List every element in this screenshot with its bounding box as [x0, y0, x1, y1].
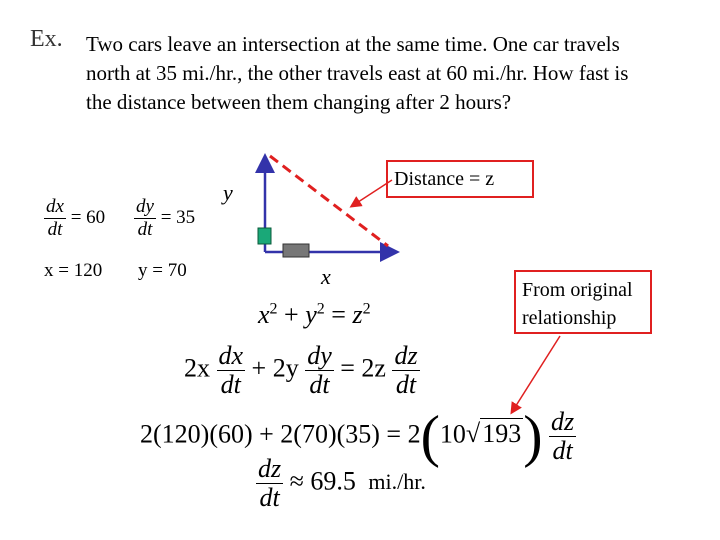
eq3-lhs: 2(120)(60) + 2(70)(35) = 2 [140, 419, 421, 449]
eq2-dt2: dt [309, 370, 330, 399]
result-units: mi./hr. [368, 469, 426, 495]
close-paren: ) [523, 403, 543, 469]
dxdt-denominator: dt [47, 219, 63, 240]
eq3-dt: dt [552, 436, 573, 465]
annotation-callout: From original relationship [514, 270, 652, 334]
eq2-dt1: dt [220, 370, 241, 399]
eq2-term3: = 2z [340, 353, 386, 383]
dxdt-value: = 60 [70, 206, 106, 228]
eq2-dx: dx [218, 341, 244, 370]
dydt-value: = 35 [160, 206, 196, 228]
x-label: x [321, 264, 331, 289]
distance-callout: Distance = z [386, 160, 534, 198]
given-x: x = 120 [44, 260, 103, 281]
eq1-exp-x: 2 [269, 300, 278, 318]
y-label: y [223, 180, 233, 205]
eq3-radicand: 193 [482, 419, 522, 449]
sqrt-symbol: √193 [465, 419, 522, 449]
eq2-term1: 2x [184, 353, 210, 383]
eq2-dz: dz [394, 341, 418, 370]
result-value: ≈ 69.5 [289, 466, 356, 496]
dydt-numerator: dy [136, 196, 154, 217]
pythagorean-equation [258, 300, 371, 330]
result-dz: dz [258, 454, 282, 483]
eq1-exp-z: 2 [362, 300, 371, 318]
derivative-equation [184, 342, 420, 399]
eq1-plus: + [284, 300, 299, 329]
eq1-z: z [352, 300, 363, 329]
eq1-exp-y: 2 [316, 300, 325, 318]
distance-line [270, 156, 388, 246]
eq1-y: y [305, 300, 317, 329]
open-paren: ( [420, 403, 440, 469]
car-east [283, 244, 309, 257]
eq2-term2: + 2y [251, 353, 299, 383]
eq3-coef: 10 [439, 419, 466, 449]
dydt-denominator: dt [137, 219, 153, 240]
example-label: Ex. [30, 26, 63, 52]
problem-statement: Two cars leave an intersection at the same time. One car travels north at 35 mi./hr., the other travels east at 60 mi./hr. How fast is the distance between them changing after 2 hours? [86, 32, 629, 114]
given-y: y = 70 [138, 260, 187, 281]
annotation-pointer [512, 336, 560, 412]
eq2-dy: dy [307, 341, 332, 370]
result-equation [256, 455, 426, 512]
eq1-x: x [258, 300, 270, 329]
car-north [258, 228, 271, 244]
eq1-equals: = [331, 300, 346, 329]
dxdt-numerator: dx [46, 196, 64, 217]
eq3-dz: dz [551, 407, 575, 436]
result-dt: dt [259, 483, 280, 512]
eq2-dt3: dt [395, 370, 417, 399]
